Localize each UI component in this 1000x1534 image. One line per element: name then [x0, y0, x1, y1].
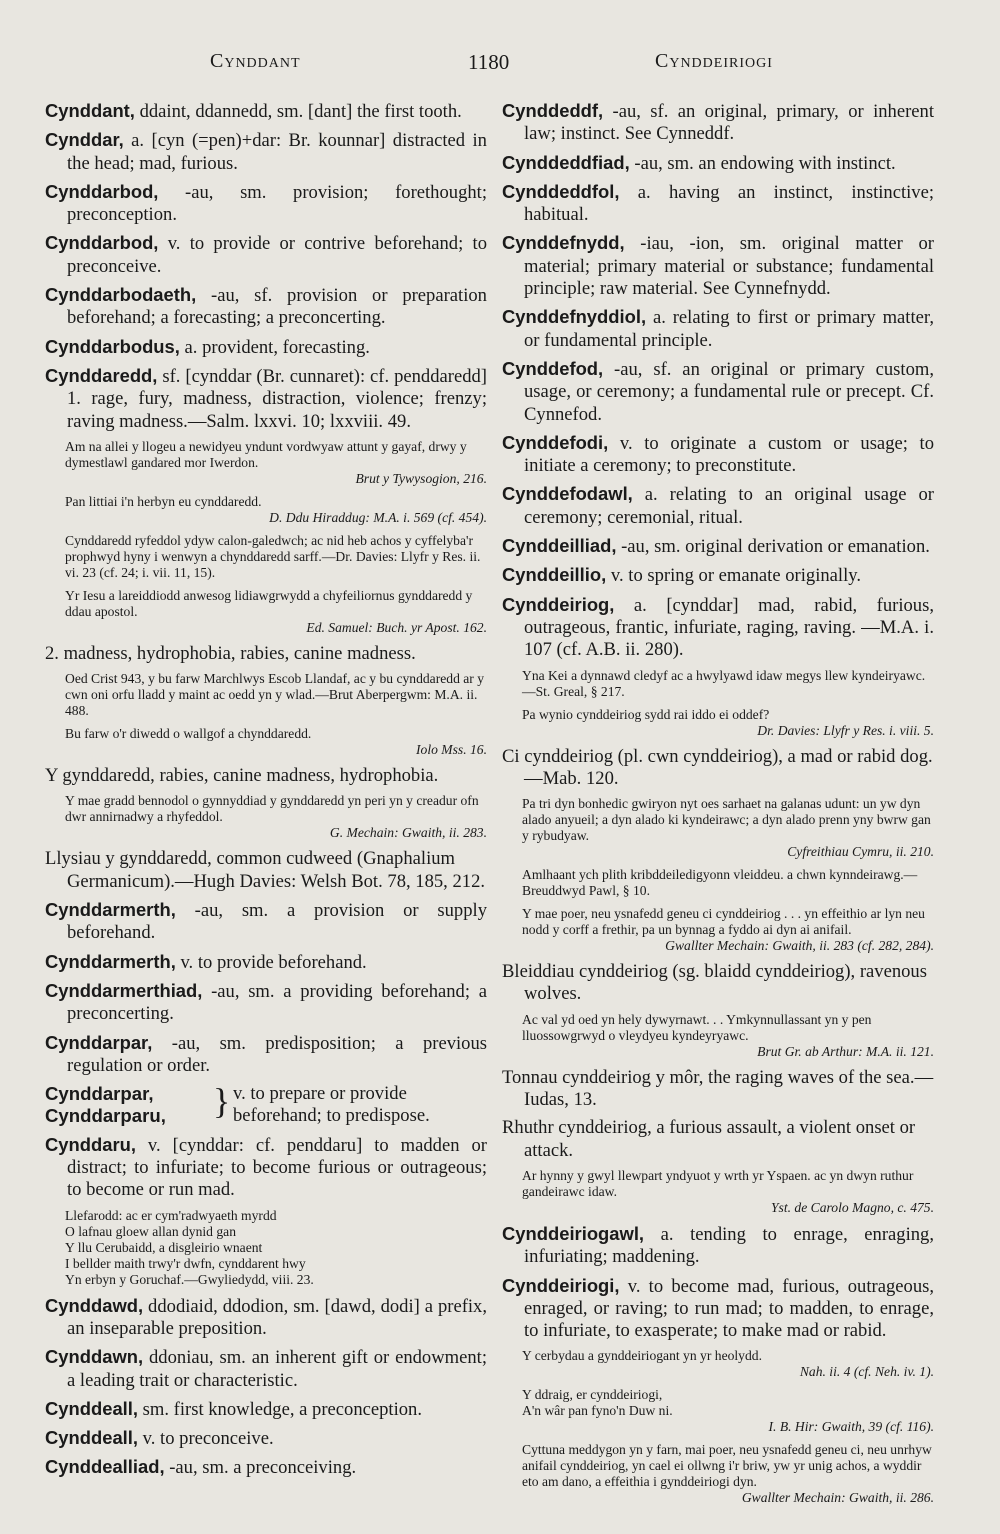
- quote-source: Brut y Tywysogion, 216.: [355, 470, 487, 486]
- dictionary-entry: [502, 1275, 934, 1343]
- headword: Cynddarbod,: [45, 180, 159, 202]
- quote-line: Y mae gradd bennodol o gynnyddiad y gynddaredd yn peri yn y creadur ofn dwr annirnadwy a rhyfeddol.: [65, 793, 479, 825]
- quote-line: I bellder maith trwy'r dwfn, cynddarent hwy: [65, 1255, 306, 1271]
- quote-line: Pa tri dyn bonhedic gwiryon nyt oes sarhaet na galanas udunt: un yw dyn alado anyueil; a dyn alado ki kyndeirawc; a dyn alado prenn yny bwrw gan y rybudyaw.: [522, 796, 931, 844]
- citation-quote: [45, 1208, 487, 1288]
- headword: Cynddant,: [45, 100, 135, 121]
- definition: sf. [cynddar (Br. cunnaret): cf. penddaredd] 1. rage, fury, madness, distraction, violence; frenzy; raving madness.—Salm. lxxvi. 10; lxxviii. 49.: [67, 365, 488, 432]
- citation-quote: [502, 707, 934, 739]
- definition: v. [cynddar: cf. penddaru] to madden or distract; to infuriate; to become furious or outrageous; to become or run mad.: [67, 1134, 487, 1201]
- sub-sense: Ci cynddeiriog (pl. cwn cynddeiriog), a mad or rabid dog.—Mab. 120.: [502, 745, 933, 789]
- quote-line: Pa wynio cynddeiriog sydd rai iddo ei oddef?: [522, 706, 770, 722]
- definition: -au, sm. an endowing with instinct.: [634, 152, 896, 174]
- quote-line: Cynddaredd ryfeddol ydyw calon-galedwch; ac nid heb achos y cyffelyba'r prophwyd hyny i wenwyn a chynddaredd sarff.—Dr. Davies: Llyfr y Res. ii. vi. 23 (cf. 24; i. vii. 11, 15).: [65, 532, 481, 580]
- quote-line: Amlhaant ych plith kribddeiledigyonn vleiddeu. a chwn kynndeirawg.—Breuddwyd Pawl, § 10.: [522, 867, 918, 899]
- definition: a. tending to enrage, enraging, infuriating; maddening.: [524, 1223, 934, 1268]
- citation-quote: [502, 1387, 934, 1435]
- quote-source: Ed. Samuel: Buch. yr Apost. 162.: [306, 619, 487, 635]
- headword: Cynddeillio,: [502, 564, 607, 586]
- headword: Cynddefod,: [502, 357, 604, 379]
- headword: Cynddeilliad,: [502, 535, 617, 557]
- sub-sense: Llysiau y gynddaredd, common cudweed (Gnaphalium Germanicum).—Hugh Davies: Welsh Bot. 78, 185, 212.: [45, 848, 486, 892]
- headword: Cynddeiriogi,: [502, 1274, 620, 1296]
- citation-quote: [502, 1012, 934, 1060]
- definition: sm. first knowledge, a preconception.: [142, 1398, 422, 1420]
- definition: ddaint, ddannedd, sm. [dant] the first tooth.: [139, 101, 462, 122]
- headword: Cynddeiriog,: [502, 593, 615, 615]
- headword: Cynddarpar,: [45, 1083, 154, 1105]
- headword: Cynddealliad,: [45, 1456, 165, 1478]
- dictionary-entry: [502, 1223, 934, 1269]
- dictionary-entry: [45, 899, 487, 945]
- dictionary-entry: [502, 181, 934, 227]
- dictionary-entry: [45, 1398, 487, 1421]
- definition: -au, sf. an original or primary custom, usage, or ceremony; a fundamental rule or precept. Cf. Cynnefod.: [524, 358, 934, 425]
- dictionary-entry: [45, 951, 487, 974]
- headword: Cynddefnydd,: [502, 232, 625, 254]
- quote-source: Iolo Mss. 16.: [416, 742, 487, 758]
- dictionary-entry: [45, 1346, 487, 1392]
- definition: a. [cyn (=pen)+dar: Br. kounnar] distracted in the head; mad, furious.: [67, 130, 487, 174]
- sub-sense: Tonnau cynddeiriog y môr, the raging waves of the sea.—Iudas, 13.: [502, 1066, 934, 1111]
- headword: Cynddarparu,: [45, 1105, 166, 1127]
- left-column: [45, 100, 487, 1486]
- definition: -au, sf. an original, primary, or inherent law; instinct. See Cynneddf.: [524, 101, 934, 145]
- dictionary-entry: [502, 358, 934, 426]
- sub-sense: Bleiddiau cynddeiriog (sg. blaidd cynddeiriog), ravenous wolves.: [502, 961, 927, 1005]
- headword: Cynddarpar,: [45, 1031, 153, 1053]
- citation-quote: [502, 668, 934, 700]
- dictionary-entry: [502, 594, 934, 662]
- quote-line: Yna Kei a dynnawd cledyf ac a hwylyawd idaw megys llew kyndeiryawc.—St. Greal, § 217.: [522, 667, 926, 699]
- quote-line: Oed Crist 943, y bu farw Marchlwys Escob Llandaf, ac y bu cynddaredd ar y cwn oni orfu lladd y maint ac oedd yn y wlad.—Brut Aberpergwm: M.A. ii. 488.: [65, 671, 485, 719]
- definition: -au, sm. a provision or supply beforehand.: [67, 900, 487, 944]
- dictionary-entry: [502, 564, 934, 587]
- headword: Cynddefnyddiol,: [502, 306, 647, 328]
- headword: Cynddawn,: [45, 1346, 144, 1368]
- citation-quote: [45, 588, 487, 636]
- dictionary-entry: [45, 336, 487, 359]
- definition: v. to spring or emanate originally.: [610, 565, 861, 587]
- headword: Cynddeall,: [45, 1397, 138, 1419]
- dictionary-entry: [45, 284, 487, 330]
- definition: ddodiaid, ddodion, sm. [dawd, dodi] a prefix, an inseparable preposition.: [67, 1295, 487, 1339]
- quote-line: Bu farw o'r diwedd o wallgof a chynddaredd.: [65, 726, 312, 742]
- quote-source: Yst. de Carolo Magno, c. 475.: [771, 1199, 934, 1215]
- definition: -au, sm. original derivation or emanation.: [621, 536, 930, 558]
- quote-line: Llefarodd: ac er cym'radwyaeth myrdd: [65, 1207, 277, 1223]
- quote-source: Brut Gr. ab Arthur: M.A. ii. 121.: [757, 1043, 934, 1059]
- definition: v. to become mad, furious, outrageous, enraged, or raving; to run mad; to madden, to enrage, to infuriate, to exasperate; to make mad or rabid.: [524, 1275, 934, 1342]
- dictionary-entry: [45, 100, 487, 123]
- headword: Cynddefodi,: [502, 431, 609, 453]
- headword: Cynddarmerthiad,: [45, 979, 203, 1001]
- headword: Cynddaredd,: [45, 364, 158, 386]
- headword-pair: [45, 1083, 213, 1128]
- quote-line: Y llu Cerubaidd, a disgleirio wnaent: [65, 1239, 263, 1255]
- headword: Cynddar,: [45, 129, 124, 151]
- citation-quote: [502, 1348, 934, 1380]
- sub-sense: Y gynddaredd, rabies, canine madness, hydrophobia.: [45, 765, 439, 787]
- dictionary-entry: [502, 483, 934, 529]
- headword: Cynddeall,: [45, 1427, 138, 1449]
- citation-quote: [502, 906, 934, 954]
- quote-line: Ac val yd oed yn hely dywyrnawt. . . Ymkynnullassant yn y pen lluossowgrwyd o vleydyeu kyndeyryawc.: [522, 1011, 872, 1043]
- headword: Cynddeddf,: [502, 100, 604, 121]
- dictionary-entry: [45, 1427, 487, 1450]
- definition: -au, sm. predisposition; a previous regulation or order.: [67, 1032, 487, 1076]
- running-head-left: Cynddant: [210, 50, 301, 72]
- running-head-right: Cynddeiriogi: [655, 50, 773, 72]
- right-column: [502, 100, 934, 1513]
- quote-source: Gwallter Mechain: Gwaith, ii. 283 (cf. 282, 284).: [665, 938, 934, 954]
- quote-line: Cyttuna meddygon yn y farn, mai poer, neu ysnafedd geneu ci, neu unrhyw anifail cynddeiriog, yn cael ei ollwng i'r briw, yw yr unig achos, a wyddir eto am dano, a effeithia i gynddeiriogi dyn.: [522, 1442, 932, 1490]
- definition: ddoniau, sm. an inherent gift or endowment; a leading trait or characteristic.: [67, 1347, 487, 1391]
- quote-source: Nah. ii. 4 (cf. Neh. iv. 1).: [799, 1364, 934, 1380]
- citation-quote: [45, 726, 487, 758]
- dictionary-entry: [45, 980, 487, 1026]
- definition: a. [cynddar] mad, rabid, furious, outrageous, frantic, infuriate, raging, raving. —M.A. i. 107 (cf. A.B. ii. 280).: [524, 594, 934, 661]
- definition: a. having an instinct, instinctive; habitual.: [524, 181, 934, 226]
- headword: Cynddeiriogawl,: [502, 1222, 645, 1244]
- dictionary-entry: [45, 1295, 487, 1341]
- headword: Cynddarbodaeth,: [45, 284, 197, 306]
- dictionary-entry: [502, 535, 934, 558]
- quote-source: Dr. Davies: Llyfr y Res. i. viii. 5.: [757, 722, 934, 738]
- quote-line: O lafnau gloew allan dynid gan: [65, 1223, 237, 1239]
- quote-source: Cyfreithiau Cymru, ii. 210.: [787, 844, 934, 860]
- quote-line: Y ddraig, er cynddeiriogi,: [522, 1387, 663, 1403]
- dictionary-entry: [45, 365, 487, 433]
- quote-source: G. Mechain: Gwaith, ii. 283.: [329, 825, 487, 841]
- headword: Cynddarmerth,: [45, 899, 176, 921]
- definition: a. relating to an original usage or ceremony; ceremonial, ritual.: [524, 484, 934, 528]
- quote-source: D. Ddu Hiraddug: M.A. i. 569 (cf. 454).: [269, 509, 487, 525]
- headword: Cynddawd,: [45, 1294, 144, 1316]
- citation-quote: [45, 533, 487, 581]
- definition: -au, sm. a providing beforehand; a preconcerting.: [67, 980, 487, 1025]
- definition: a. provident, forecasting.: [184, 336, 370, 358]
- citation-quote: [45, 793, 487, 841]
- dictionary-entry: [45, 1134, 487, 1202]
- sub-sense: Rhuthr cynddeiriog, a furious assault, a violent onset or attack.: [502, 1117, 916, 1161]
- citation-quote: [45, 671, 487, 719]
- definition: v. to preconceive.: [142, 1428, 274, 1450]
- dictionary-entry: [45, 1456, 487, 1479]
- headword: Cynddeddfiad,: [502, 151, 630, 173]
- dictionary-entry: [45, 129, 487, 175]
- definition: -au, sm. provision; forethought; preconception.: [67, 181, 487, 226]
- dictionary-entry: [502, 306, 934, 352]
- page-number: 1180: [468, 50, 510, 74]
- definition: v. to provide beforehand.: [180, 951, 367, 973]
- quote-line: Am na allei y llogeu a newidyeu yndunt vordwyaw attunt y gayaf, drwy y dymestlawl gandared mor Iwerdon.: [65, 438, 467, 470]
- dictionary-entry: [502, 100, 934, 146]
- headword: Cynddarmerth,: [45, 950, 176, 972]
- quote-line: Ar hynny y gwyl llewpart yndyuot y wrth yr Yspaen. ac yn dwyn ruthur gandeirawc idaw.: [522, 1167, 914, 1199]
- definition: v. to provide or contrive beforehand; to preconceive.: [67, 233, 487, 277]
- citation-quote: [45, 494, 487, 526]
- citation-quote: [502, 867, 934, 899]
- citation-quote: [502, 1442, 934, 1506]
- citation-quote: [502, 796, 934, 860]
- definition: v. to originate a custom or usage; to initiate a ceremony; to preconstitute.: [524, 432, 934, 477]
- quote-source: Gwallter Mechain: Gwaith, ii. 286.: [741, 1490, 934, 1506]
- quote-line: Pan littiai i'n herbyn eu cynddaredd.: [65, 493, 262, 509]
- headword: Cynddarbod,: [45, 232, 159, 254]
- quote-line: Y cerbydau a gynddeiriogant yn yr heolydd.: [522, 1348, 762, 1364]
- citation-quote: [502, 1168, 934, 1216]
- dictionary-entry: [502, 152, 934, 175]
- headword: Cynddefodawl,: [502, 483, 633, 505]
- definition: -iau, -ion, sm. original matter or material; primary material or substance; fundamental principle; raw material. See Cynnefnydd.: [524, 233, 934, 300]
- definition: v. to prepare or provide beforehand; to predispose.: [233, 1083, 430, 1127]
- definition: -au, sf. provision or preparation beforehand; a forecasting; a preconcerting.: [67, 285, 487, 329]
- quote-source: I. B. Hir: Gwaith, 39 (cf. 116).: [768, 1419, 934, 1435]
- dictionary-entry: [45, 232, 487, 278]
- headword: Cynddeddfol,: [502, 180, 620, 202]
- dictionary-entry: [502, 432, 934, 478]
- quote-line: Y mae poer, neu ysnafedd geneu ci cynddeiriog . . . yn effeithio ar lyn neu nodd y corff a frethir, pa un bynnag a fyddo ai dyn ai anifail.: [522, 906, 925, 938]
- dictionary-entry: [502, 232, 934, 300]
- brace-mark: }: [213, 1081, 231, 1122]
- dictionary-entry: [45, 1032, 487, 1078]
- definition: a. relating to first or primary matter, or fundamental principle.: [524, 307, 934, 351]
- headword: Cynddarbodus,: [45, 335, 180, 357]
- citation-quote: [45, 439, 487, 487]
- paired-entry: [45, 1083, 487, 1128]
- quote-line: Yr Iesu a lareiddiodd anwesog lidiawgrwydd a chyfeiliornus gynddaredd y ddau apostol.: [65, 587, 473, 619]
- sub-sense: 2. madness, hydrophobia, rabies, canine madness.: [45, 642, 416, 664]
- quote-line: Yn erbyn y Goruchaf.—Gwyliedydd, viii. 23.: [65, 1271, 314, 1287]
- quote-line: A'n wâr pan fyno'n Duw ni.: [522, 1403, 673, 1419]
- headword: Cynddaru,: [45, 1133, 136, 1155]
- definition: -au, sm. a preconceiving.: [169, 1457, 357, 1479]
- dictionary-entry: [45, 181, 487, 227]
